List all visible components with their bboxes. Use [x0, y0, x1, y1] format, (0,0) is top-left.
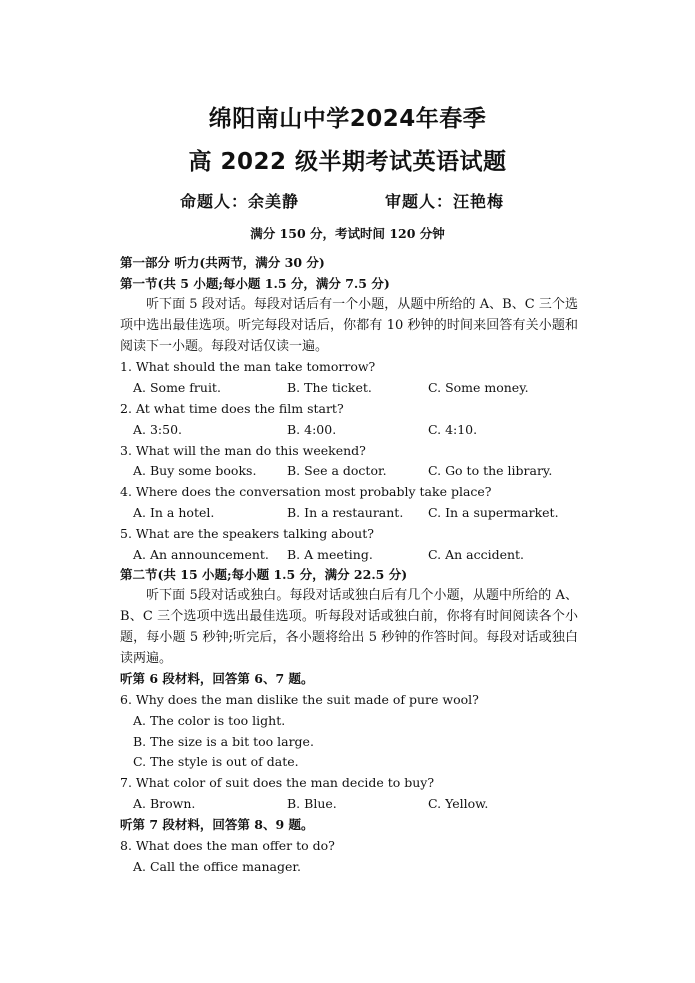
part1-heading: 第一部分 听力(共两节，满分 30 分)	[120, 255, 325, 270]
question-5: 5. What are the speakers talking about?	[120, 526, 374, 541]
q2-option-c: C. 4:10.	[428, 422, 478, 437]
section2-heading: 第二节(共 15 小题;每小题 1.5 分，满分 22.5 分)	[120, 567, 408, 582]
question-reviewer: 审题人：汪艳梅	[385, 192, 505, 211]
q1-option-a: A. Some fruit.	[133, 380, 221, 395]
score-and-time: 满分 150 分，考试时间 120 分钟	[250, 226, 445, 241]
question-4: 4. Where does the conversation most probably take place?	[120, 484, 492, 499]
q4-option-c: C. In a supermarket.	[428, 505, 559, 520]
q7-option-b: B. Blue.	[287, 796, 337, 811]
exam-title-school: 绵阳南山中学2024年春季	[208, 106, 487, 132]
question-setter: 命题人：余美静	[180, 192, 300, 211]
question-3: 3. What will the man do this weekend?	[120, 443, 366, 458]
q2-option-a: A. 3:50.	[133, 422, 183, 437]
q6-option-b: B. The size is a bit too large.	[133, 734, 314, 749]
q6-option-a: A. The color is too light.	[133, 713, 286, 728]
section1-instructions: 听下面 5 段对话。每段对话后有一个小题，从题中所给的 A、B、C 三个选项中选出最佳选项。听完每段对话后，你都有 10 秒钟的时间来回答有关小题和阅读下一小题。每段对话仅读一遍。	[120, 297, 578, 354]
question-1: 1. What should the man take tomorrow?	[120, 359, 376, 374]
q5-option-c: C. An accident.	[428, 547, 525, 562]
material-6-heading: 听第 6 段材料，回答第 6、7 题。	[120, 671, 314, 686]
q4-option-a: A. In a hotel.	[133, 505, 215, 520]
question-7: 7. What color of suit does the man decide to buy?	[120, 775, 435, 790]
question-2: 2. At what time does the film start?	[120, 401, 344, 416]
q1-option-c: C. Some money.	[428, 380, 529, 395]
q4-option-b: B. In a restaurant.	[287, 505, 404, 520]
q3-option-a: A. Buy some books.	[133, 463, 257, 478]
section2-instructions: 听下面 5段对话或独白。每段对话或独白后有几个小题，从题中所给的 A、B、C 三个选项中选出最佳选项。听每段对话或独白前，你将有时间阅读各个小题，每小题 5 秒钟;听完后，各小题将给出 5 秒钟的作答时间。每段对话或独白读两遍。	[120, 588, 578, 666]
section1-heading: 第一节(共 5 小题;每小题 1.5 分，满分 7.5 分)	[120, 276, 390, 291]
q3-option-c: C. Go to the library.	[428, 463, 553, 478]
q6-option-c: C. The style is out of date.	[133, 754, 299, 769]
exam-title-subject: 高 2022 级半期考试英语试题	[188, 149, 507, 175]
question-6: 6. Why does the man dislike the suit made of pure wool?	[120, 692, 479, 707]
q7-option-a: A. Brown.	[133, 796, 196, 811]
q1-option-b: B. The ticket.	[287, 380, 372, 395]
q5-option-a: A. An announcement.	[133, 547, 269, 562]
q5-option-b: B. A meeting.	[287, 547, 373, 562]
q3-option-b: B. See a doctor.	[287, 463, 387, 478]
q7-option-c: C. Yellow.	[428, 796, 489, 811]
material-7-heading: 听第 7 段材料，回答第 8、9 题。	[120, 817, 314, 832]
q8-option-a: A. Call the office manager.	[133, 859, 301, 874]
q2-option-b: B. 4:00.	[287, 422, 337, 437]
question-8: 8. What does the man offer to do?	[120, 838, 335, 853]
